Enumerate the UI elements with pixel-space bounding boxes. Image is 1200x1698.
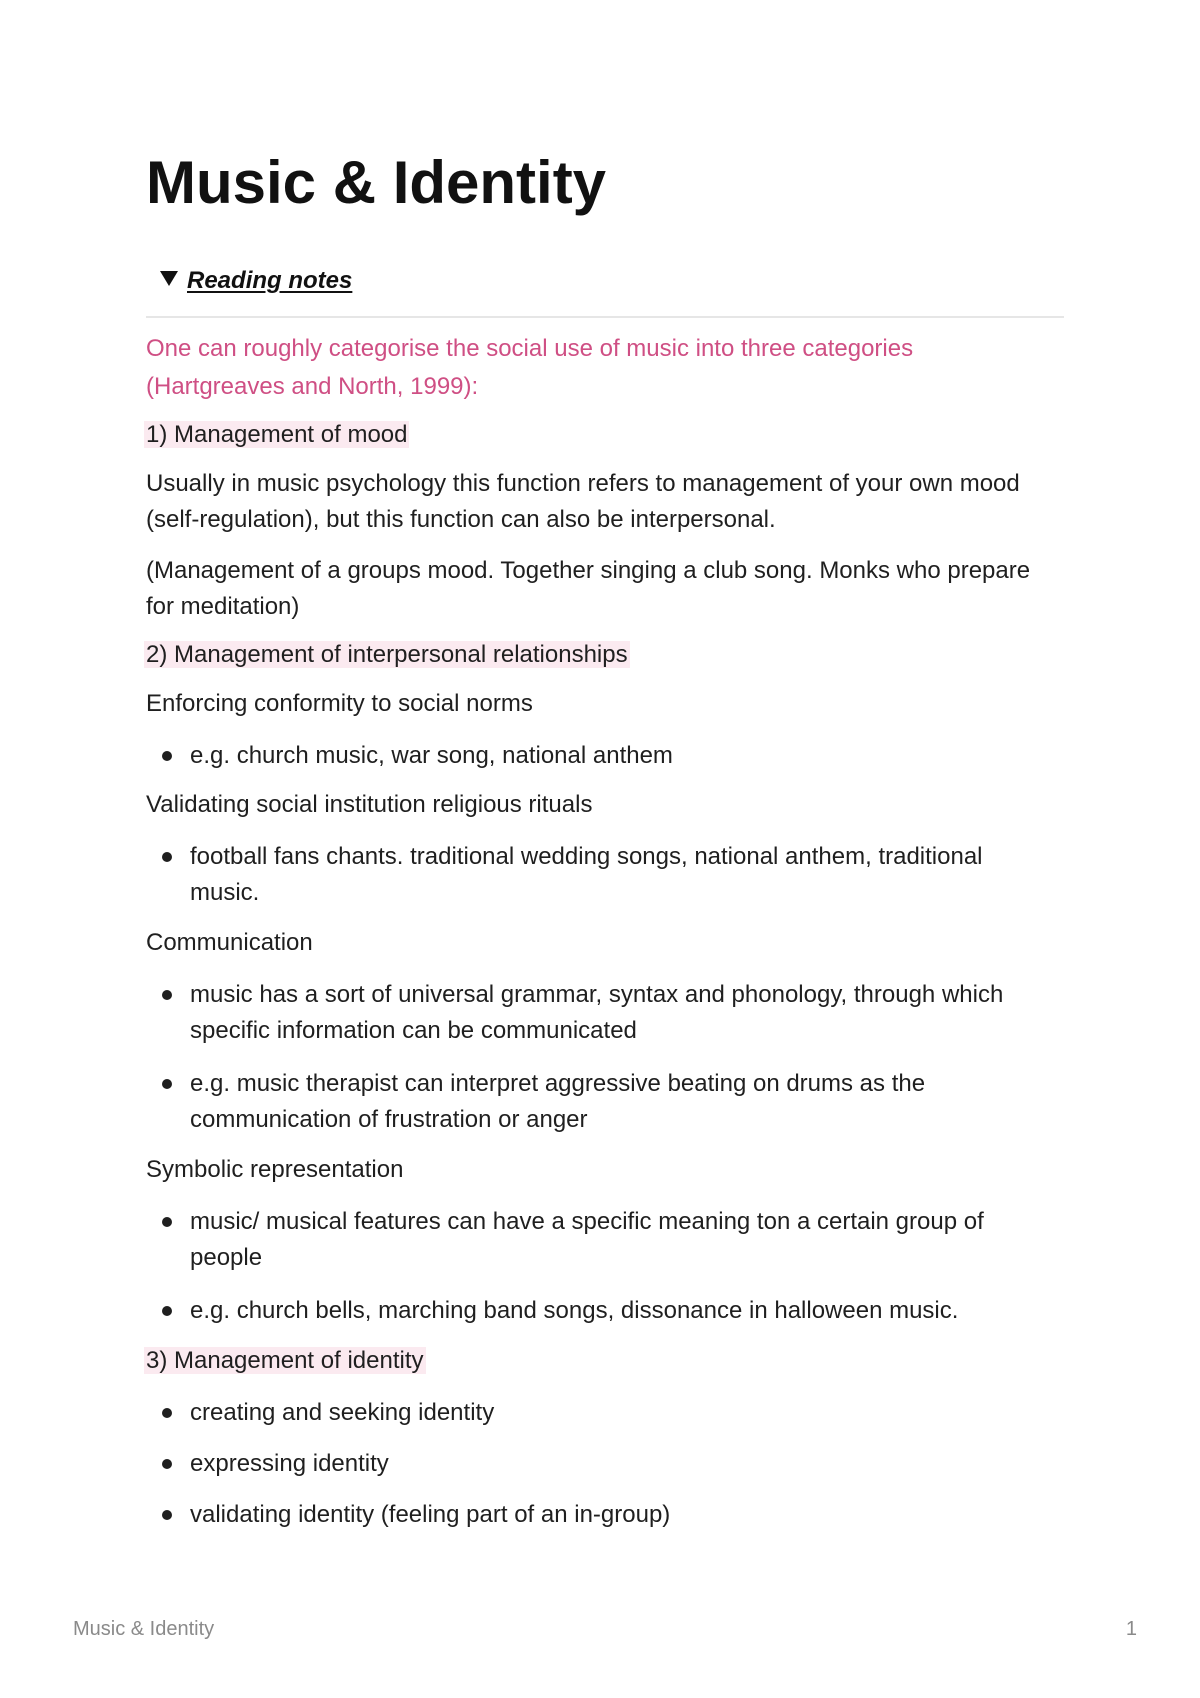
- footer-page-number: 1: [1125, 1618, 1137, 1640]
- bullet-dot: [162, 751, 172, 761]
- list-item-line-2: people: [190, 1244, 263, 1271]
- list-item-line-1: football fans chants. traditional wedding songs, national anthem, traditional: [190, 843, 983, 870]
- list-item-line-2: specific information can be communicated: [190, 1017, 637, 1044]
- list-item: creating and seeking identity: [190, 1399, 495, 1426]
- divider: [146, 316, 1064, 318]
- page-title: Music & Identity: [146, 149, 607, 216]
- section-3-heading: [146, 1343, 426, 1379]
- section-1-heading-text: 1) Management of mood: [146, 421, 408, 448]
- list-item-line-1: e.g. music therapist can interpret aggressive beating on drums as the: [190, 1070, 926, 1097]
- list-item-line-1: music has a sort of universal grammar, syntax and phonology, through which: [190, 981, 1004, 1008]
- bullet-dot: [162, 1408, 172, 1418]
- footer-doc-name: Music & Identity: [73, 1618, 215, 1640]
- list-item: expressing identity: [190, 1450, 389, 1477]
- symbolic-label: Symbolic representation: [146, 1156, 404, 1183]
- list-item-line-2: music.: [190, 879, 260, 906]
- section-1-heading: [146, 417, 409, 453]
- list-item-line-2: communication of frustration or anger: [190, 1106, 588, 1133]
- list-item: e.g. church music, war song, national anthem: [190, 742, 673, 769]
- section-3-heading-text: 3) Management of identity: [146, 1347, 424, 1374]
- communication-label: Communication: [146, 929, 313, 956]
- list-item-line-1: music/ musical features can have a specific meaning ton a certain group of: [190, 1208, 984, 1235]
- conformity-label: Enforcing conformity to social norms: [146, 690, 533, 717]
- intro-line-2: (Hartgreaves and North, 1999):: [146, 373, 479, 400]
- reading-notes-toggle[interactable]: [160, 266, 352, 296]
- bullet-dot: [162, 1079, 172, 1089]
- bullet-dot: [162, 1217, 172, 1227]
- bullet-dot: [162, 990, 172, 1000]
- triangle-down-icon[interactable]: [160, 271, 178, 286]
- bullet-dot: [162, 1459, 172, 1469]
- section-1-para-2-line-2: for meditation): [146, 593, 300, 620]
- list-item: e.g. church bells, marching band songs, dissonance in halloween music.: [190, 1297, 959, 1324]
- bullet-dot: [162, 852, 172, 862]
- bullet-dot: [162, 1306, 172, 1316]
- section-1-para-1-line-1: Usually in music psychology this function refers to management of your own mood: [146, 470, 1020, 497]
- list-item: validating identity (feeling part of an in-group): [190, 1501, 671, 1528]
- section-1-para-2-line-1: (Management of a groups mood. Together singing a club song. Monks who prepare: [146, 557, 1031, 584]
- section-2-heading-text: 2) Management of interpersonal relationships: [146, 641, 628, 668]
- intro-line-1: One can roughly categorise the social use of music into three categories: [146, 335, 914, 362]
- section-1-para-1-line-2: (self-regulation), but this function can also be interpersonal.: [146, 506, 776, 533]
- bullet-dot: [162, 1510, 172, 1520]
- rituals-label: Validating social institution religious rituals: [146, 791, 593, 818]
- section-2-heading: [146, 637, 630, 673]
- toggle-label[interactable]: Reading notes: [187, 267, 353, 294]
